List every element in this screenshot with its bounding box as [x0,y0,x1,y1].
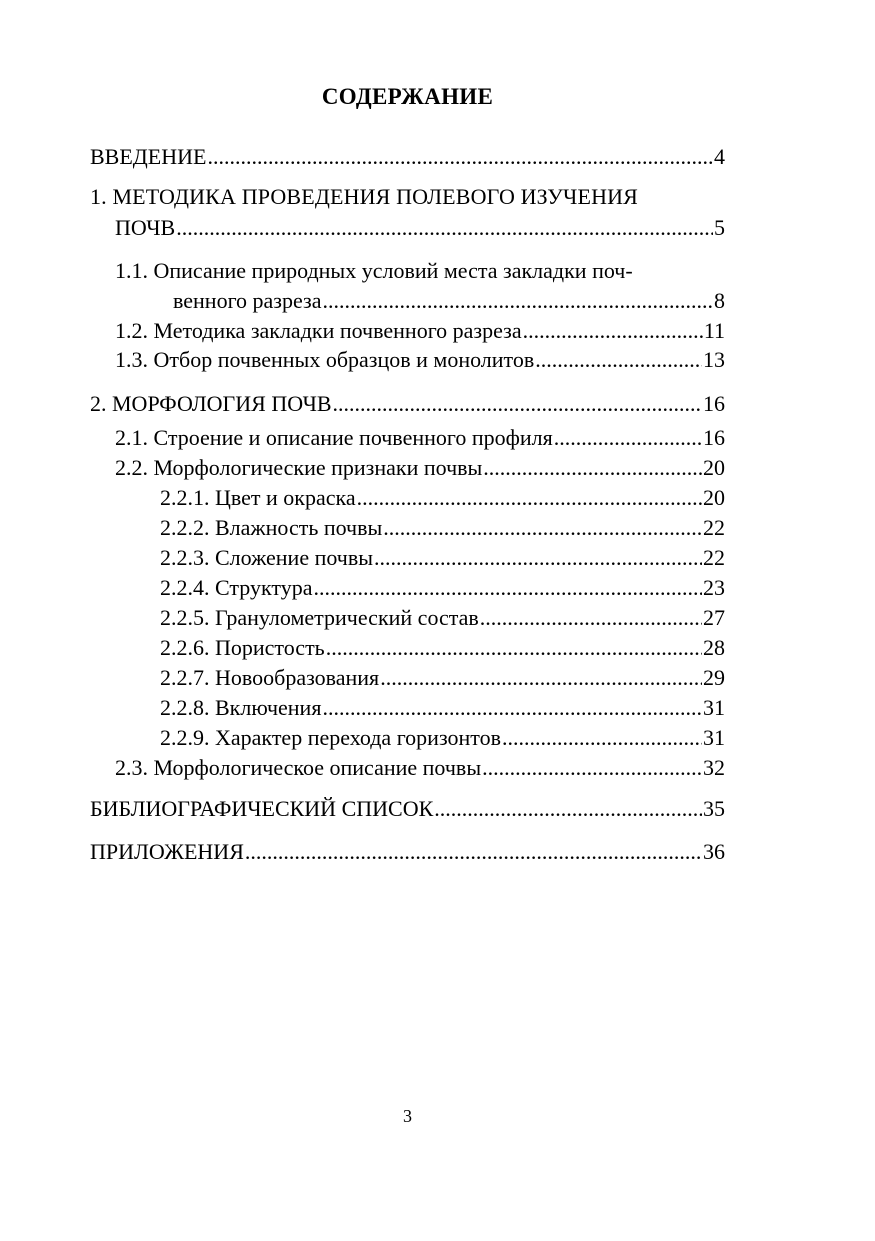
toc-entry-page: 31 [703,725,725,750]
toc-entry-page: 28 [703,635,725,660]
toc-entry-label: 2.2.3. Сложение почвы [160,545,374,570]
toc-entry-s1[interactable] [115,213,725,243]
toc-dot-leader [383,513,702,543]
toc-entry-page: 16 [703,391,725,416]
toc-entry-s2-1[interactable] [115,423,725,453]
toc-entry-label: 2.2.2. Влажность почвы [160,515,383,540]
toc-entry-label: 1.1. Описание природных условий места закладки поч- [115,258,633,283]
toc-dot-leader [313,573,702,603]
toc-entry-s2-2-8[interactable] [160,693,725,723]
toc-entry-label: 2.2.8. Включения [160,695,322,720]
toc-entry-s2-2-6[interactable] [160,633,725,663]
toc-entry-page: 13 [703,347,725,372]
toc-entry-label: 2.2.1. Цвет и окраска [160,485,356,510]
toc-entry-s2-3[interactable] [115,753,725,783]
toc-entry-intro[interactable] [90,142,725,172]
toc-dot-leader [245,837,702,867]
toc-dot-leader [380,663,702,693]
toc-entry-s2-2-5[interactable] [160,603,725,633]
toc-entry-page: 35 [703,796,725,821]
toc-entry-label: 1.2. Методика закладки почвенного разреза [115,318,522,343]
toc-entry-label: 2. МОРФОЛОГИЯ ПОЧВ [90,391,332,416]
toc-entry-s1-1[interactable] [173,286,725,316]
toc-entry-s1-1-line1[interactable] [115,256,725,286]
toc-dot-leader [357,483,702,513]
toc-entry-appendix[interactable] [90,837,725,867]
toc-entry-bibliography[interactable] [90,794,725,824]
toc-dot-leader [333,389,702,419]
toc-dot-leader [322,693,702,723]
toc-entry-label: ПОЧВ [115,215,176,240]
toc-entry-s2-2-4[interactable] [160,573,725,603]
toc-entry-s2-2[interactable] [115,453,725,483]
toc-entry-s2-2-3[interactable] [160,543,725,573]
toc-entry-label: 2.2.5. Гранулометрический состав [160,605,479,630]
toc-entry-page: 23 [703,575,725,600]
toc-dot-leader [554,423,702,453]
toc-entry-label: 2.2.9. Характер перехода горизонтов [160,725,501,750]
toc-entry-label: 2.1. Строение и описание почвенного профиля [115,425,553,450]
toc-entry-page: 4 [714,144,725,169]
toc-entry-label: ПРИЛОЖЕНИЯ [90,839,244,864]
toc-entry-label: БИБЛИОГРАФИЧЕСКИЙ СПИСОК [90,796,434,821]
toc-entry-s1-2[interactable] [115,316,725,346]
toc-entry-page: 22 [703,545,725,570]
toc-dot-leader [535,345,702,375]
toc-entry-s2-2-1[interactable] [160,483,725,513]
toc-entry-page: 27 [703,605,725,630]
toc-entry-page: 31 [703,695,725,720]
toc-entry-label: 2.2.4. Структура [160,575,313,600]
toc-dot-leader [502,723,702,753]
toc-entry-label: венного разреза [173,288,322,313]
toc-dot-leader [434,794,702,824]
toc-entry-page: 11 [703,318,725,343]
toc-entry-page: 32 [703,755,725,780]
toc-entry-s2[interactable] [90,389,725,419]
toc-entry-s2-2-9[interactable] [160,723,725,753]
toc-dot-leader [374,543,702,573]
toc-dot-leader [482,753,702,783]
toc-entry-s1-3[interactable] [115,345,725,375]
toc-dot-leader [480,603,702,633]
toc-dot-leader [326,633,702,663]
toc-entry-page: 20 [703,485,725,510]
toc-entry-s2-2-7[interactable] [160,663,725,693]
toc-entry-s2-2-2[interactable] [160,513,725,543]
page-number: 3 [403,1106,412,1126]
toc-entry-page: 22 [703,515,725,540]
toc-entry-page: 8 [714,288,725,313]
toc-entry-label: 2.2.6. Пористость [160,635,325,660]
toc-entry-label: 2.2.7. Новообразования [160,665,380,690]
toc-entry-page: 20 [703,455,725,480]
toc-entry-label: 1.3. Отбор почвенных образцов и монолитов [115,347,535,372]
toc-entry-label: 2.3. Морфологическое описание почвы [115,755,482,780]
toc-entry-label: 2.2. Морфологические признаки почвы [115,455,483,480]
toc-dot-leader [483,453,702,483]
toc-dot-leader [207,142,713,172]
toc-entry-page: 16 [703,425,725,450]
toc-dot-leader [323,286,714,316]
toc-dot-leader [523,316,703,346]
toc-entry-label: ВВЕДЕНИЕ [90,144,207,169]
toc-dot-leader [176,213,713,243]
toc-entry-page: 36 [703,839,725,864]
toc-entry-page: 5 [714,215,725,240]
toc-entry-label: 1. МЕТОДИКА ПРОВЕДЕНИЯ ПОЛЕВОГО ИЗУЧЕНИЯ [90,184,638,209]
toc-entry-page: 29 [703,665,725,690]
toc-entry-s1-line1[interactable] [90,182,725,212]
page-title: СОДЕРЖАНИЕ [321,84,494,109]
